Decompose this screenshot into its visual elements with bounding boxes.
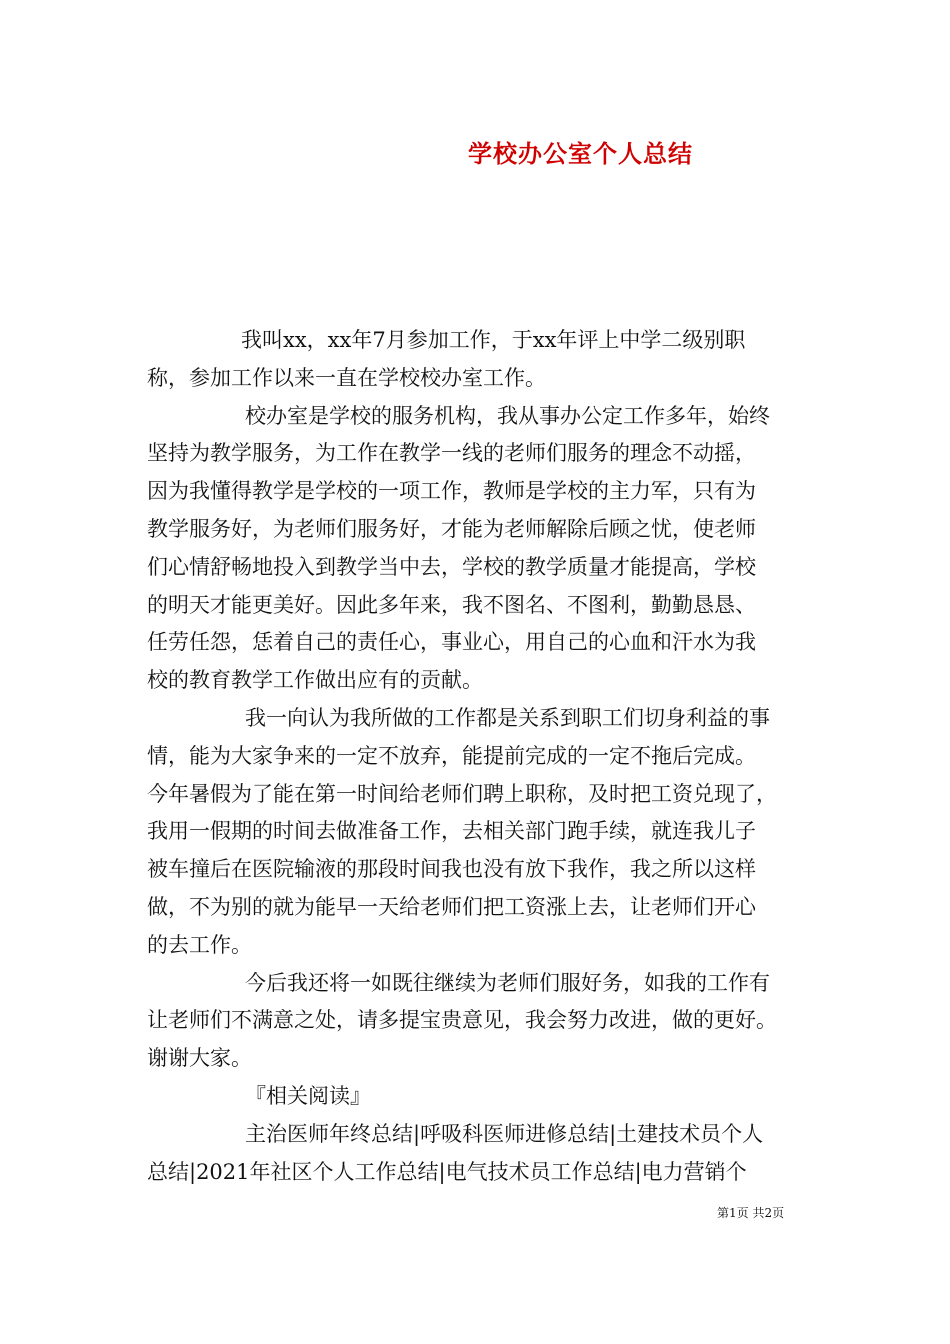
paragraph-4-line-3: 谢谢大家。 [147, 1046, 252, 1071]
related-reading-heading: 『相关阅读』 [245, 1083, 371, 1108]
paragraph-2-line-8: 校的教育教学工作做出应有的贡献。 [147, 668, 483, 693]
paragraph-2-line-1: 校办室是学校的服务机构，我从事办公定工作多年，始终 [245, 403, 770, 428]
paragraph-3-line-5: 被车撞后在医院输液的那段时间我也没有放下我作，我之所以这样 [147, 857, 756, 882]
paragraph-4-line-2: 让老师们不满意之处，请多提宝贵意见，我会努力改进，做的更好。 [147, 1008, 777, 1033]
page-number-footer: 第1页 共2页 [717, 1206, 785, 1220]
paragraph-4-line-1: 今后我还将一如既往继续为老师们服好务，如我的工作有 [245, 970, 770, 995]
paragraph-3-line-7: 的去工作。 [147, 932, 252, 957]
paragraph-2-line-4: 教学服务好，为老师们服务好，才能为老师解除后顾之忧，使老师 [147, 516, 756, 541]
document-title: 学校办公室个人总结 [468, 139, 693, 168]
paragraph-2-line-6: 的明天才能更美好。因此多年来，我不图名、不图利，勤勤恳恳、 [147, 592, 756, 617]
paragraph-3-line-4: 我用一假期的时间去做准备工作，去相关部门跑手续，就连我儿子 [147, 819, 756, 844]
paragraph-2-line-7: 任劳任怨，恁着自己的责任心，事业心，用自己的心血和汗水为我 [147, 630, 756, 655]
paragraph-2-line-2: 坚持为教学服务，为工作在教学一线的老师们服务的理念不动摇， [147, 441, 756, 466]
paragraph-2-line-5: 们心情舒畅地投入到教学当中去，学校的教学质量才能提高，学校 [147, 554, 756, 579]
paragraph-1-line-2: 称，参加工作以来一直在学校校办室工作。 [147, 365, 546, 390]
paragraph-3-line-2: 情，能为大家争来的一定不放弃，能提前完成的一定不拖后完成。 [147, 743, 756, 768]
paragraph-2-line-3: 因为我懂得教学是学校的一项工作，教师是学校的主力军，只有为 [147, 479, 756, 504]
document-body [147, 322, 817, 1191]
related-reading-links-line-1[interactable]: 主治医师年终总结|呼吸科医师进修总结|土建技术员个人 [245, 1121, 764, 1146]
paragraph-1-line-1: 我叫xx，xx年7月参加工作，于xx年评上中学二级别职 [241, 328, 746, 352]
related-reading-links-line-2[interactable]: 总结|2021年社区个人工作总结|电气技术员工作总结|电力营销个 [147, 1159, 747, 1184]
paragraph-3-line-3: 今年暑假为了能在第一时间给老师们聘上职称，及时把工资兑现了， [147, 781, 777, 806]
paragraph-3-line-6: 做，不为别的就为能早一天给老师们把工资涨上去，让老师们开心 [147, 894, 756, 919]
paragraph-3-line-1: 我一向认为我所做的工作都是关系到职工们切身利益的事 [245, 705, 770, 730]
